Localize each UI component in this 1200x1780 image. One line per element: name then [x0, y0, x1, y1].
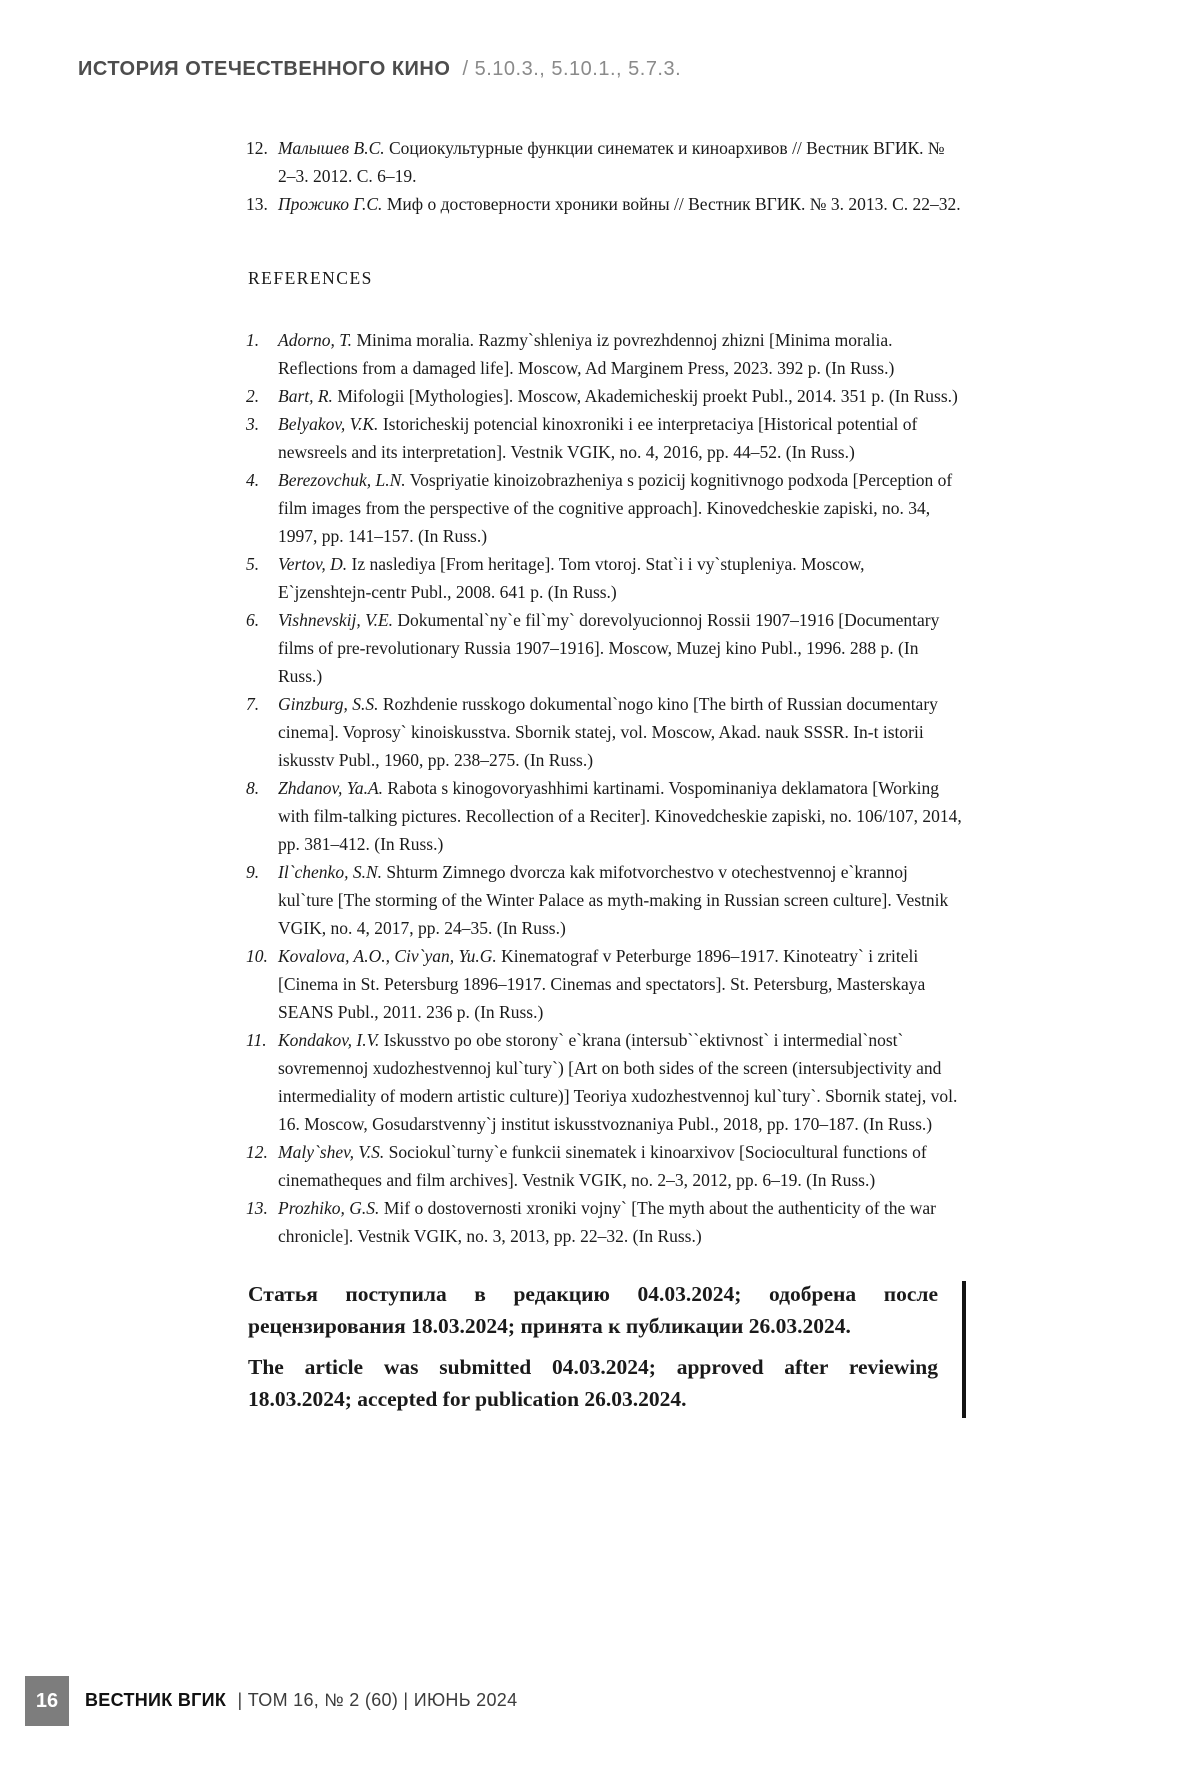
- reference-number: 9.: [246, 862, 260, 882]
- reference-item-5: [248, 550, 962, 606]
- reference-number: 6.: [246, 610, 260, 630]
- reference-number: 7.: [246, 694, 260, 714]
- journal-name: ВЕСТНИК ВГИК: [85, 1690, 227, 1710]
- reference-text: Миф о достоверности хроники войны // Вестник ВГИК. № 3. 2013. С. 22–32.: [382, 194, 961, 214]
- reference-author: Belyakov, V.K.: [278, 414, 379, 434]
- submission-dates-russian: Статья поступила в редакцию 04.03.2024; одобрена после рецензирования 18.03.2024; принята к публикации 26.03.2024.: [248, 1282, 938, 1338]
- page-footer: [0, 1676, 1200, 1730]
- reference-text: Mif o dostovernosti xroniki vojny` [The myth about the authenticity of the war chronicle]. Vestnik VGIK, no. 3, 2013, pp. 22–32. (In Russ.): [278, 1198, 936, 1246]
- reference-author: Maly`shev, V.S.: [278, 1142, 385, 1162]
- reference-text: Minima moralia. Razmy`shleniya iz povrezhdennoj zhizni [Minima moralia. Reflections from a damaged life]. Moscow, Ad Marginem Press, 2023. 392 p. (In Russ.): [278, 330, 895, 378]
- reference-text: Rozhdenie russkogo dokumental`nogo kino [The birth of Russian documentary cinema]. Voprosy` kinoiskusstva. Sbornik statej, vol. Moscow, Akad. nauk SSSR. In-t istorii iskusstv Publ., 1960, pp. 238–275. (In Russ.): [278, 694, 938, 770]
- reference-number: 13.: [246, 194, 268, 214]
- reference-number: 8.: [246, 778, 260, 798]
- reference-author: Прожико Г.С.: [278, 194, 383, 214]
- reference-author: Малышев В.С.: [278, 138, 385, 158]
- reference-text: Vospriyatie kinoizobrazheniya s pozicij kognitivnogo podxoda [Perception of film images from the perspective of the cognitive approach]. Kinovedcheskie zapiski, no. 34, 1997, pp. 141–157. (In Russ.): [278, 470, 953, 546]
- reference-text: Rabota s kinogovoryashhimi kartinami. Vospominaniya deklamatora [Working with film-talking pictures. Recollection of a Reciter]. Kinovedcheskie zapiski, no. 106/107, 2014, pp. 381–412. (In Russ.): [278, 778, 962, 854]
- reference-author: Kovalova, A.O., Civ`yan, Yu.G.: [278, 946, 497, 966]
- reference-author: Vertov, D.: [278, 554, 348, 574]
- references-list: [248, 326, 962, 1250]
- issue-info: | ТОМ 16, № 2 (60) | ИЮНЬ 2024: [237, 1690, 518, 1710]
- submission-dates-block: [248, 1278, 938, 1424]
- reference-item-12: [248, 1138, 962, 1194]
- references-heading: REFERENCES: [248, 268, 373, 288]
- reference-item-6: [248, 606, 962, 690]
- footer-journal-line: [85, 1690, 517, 1711]
- reference-text: Shturm Zimnego dvorcza kak mifotvorchestvo v otechestvennoj e`krannoj kul`ture [The storming of the Winter Palace as myth-making in Russian screen culture]. Vestnik VGIK, no. 4, 2017, pp. 24–35. (In Russ.): [278, 862, 949, 938]
- vertical-rule: [962, 1281, 966, 1418]
- page-number: 16: [35, 1689, 59, 1712]
- reference-author: Kondakov, I.V.: [278, 1030, 380, 1050]
- reference-author: Adorno, T.: [278, 330, 353, 350]
- reference-item-2: [248, 382, 962, 410]
- reference-text: Kinematograf v Peterburge 1896–1917. Kinoteatry` i zriteli [Cinema in St. Petersburg 1896–1917. Cinemas and spectators]. St. Petersburg, Masterskaya SEANS Publ., 2011. 236 p. (In Russ.): [278, 946, 926, 1022]
- section-title: ИСТОРИЯ ОТЕЧЕСТВЕННОГО КИНО: [78, 58, 451, 80]
- reference-author: Zhdanov, Ya.A.: [278, 778, 384, 798]
- reference-item-9: [248, 858, 962, 942]
- reference-text: Iz naslediya [From heritage]. Tom vtoroj. Stat`i i vy`stupleniya. Moscow, E`jzenshtejn-centr Publ., 2008. 641 p. (In Russ.): [278, 554, 865, 602]
- reference-number: 12.: [246, 138, 268, 158]
- reference-item-1: [248, 326, 962, 382]
- reference-author: Ginzburg, S.S.: [278, 694, 379, 714]
- running-head: [78, 58, 681, 81]
- reference-text: Sociokul`turny`e funkcii sinematek i kinoarxivov [Sociocultural functions of cinematheques and film archives]. Vestnik VGIK, no. 2–3, 2012, pp. 6–19. (In Russ.): [278, 1142, 927, 1190]
- reference-number: 2.: [246, 386, 260, 406]
- reference-item-8: [248, 774, 962, 858]
- page-number-badge: [25, 1676, 69, 1726]
- reference-text: Dokumental`ny`e fil`my` dorevolyucionnoj Rossii 1907–1916 [Documentary films of pre-revolutionary Russia 1907–1916]. Moscow, Muzej kino Publ., 1996. 288 p. (In Russ.): [278, 610, 940, 686]
- reference-number: 5.: [246, 554, 260, 574]
- reference-item-ru-12: [248, 134, 962, 190]
- reference-author: Il`chenko, S.N.: [278, 862, 382, 882]
- reference-item-4: [248, 466, 962, 550]
- reference-item-3: [248, 410, 962, 466]
- reference-number: 3.: [246, 414, 260, 434]
- section-codes: / 5.10.3., 5.10.1., 5.7.3.: [462, 58, 682, 80]
- reference-number: 1.: [246, 330, 260, 350]
- reference-text: Iskusstvo po obe storony` e`krana (intersub``ektivnost` i intermedial`nost` sovremennoj xudozhestvennoj kul`tury`) [Art on both sides of the screen (intersubjectivity and intermediality of modern artistic culture)] Teoriya xudozhestvennoj kul`tury`. Sbornik statej, vol. 16. Moscow, Gosudarstvenny`j institut iskusstvoznaniya Publ., 2018, pp. 170–187. (In Russ.): [278, 1030, 958, 1134]
- reference-author: Vishnevskij, V.E.: [278, 610, 394, 630]
- reference-number: 12.: [246, 1142, 268, 1162]
- reference-author: Prozhiko, G.S.: [278, 1198, 380, 1218]
- reference-author: Bart, R.: [278, 386, 333, 406]
- reference-number: 13.: [246, 1198, 268, 1218]
- reference-item-7: [248, 690, 962, 774]
- reference-item-13: [248, 1194, 962, 1250]
- submission-dates-english: The article was submitted 04.03.2024; approved after reviewing 18.03.2024; accepted for publication 26.03.2024.: [248, 1355, 938, 1411]
- reference-number: 10.: [246, 946, 268, 966]
- reference-text: Istoricheskij potencial kinoxroniki i ee interpretaciya [Historical potential of newsreels and its interpretation]. Vestnik VGIK, no. 4, 2016, pp. 44–52. (In Russ.): [278, 414, 918, 462]
- reference-number: 11.: [246, 1030, 267, 1050]
- reference-author: Berezovchuk, L.N.: [278, 470, 406, 490]
- reference-item-10: [248, 942, 962, 1026]
- reference-text: Социокультурные функции синематек и киноархивов // Вестник ВГИК. № 2–3. 2012. С. 6–19.: [278, 138, 945, 186]
- page-content: [248, 134, 962, 1250]
- reference-item-11: [248, 1026, 962, 1138]
- reference-text: Mifologii [Mythologies]. Moscow, Akademicheskij proekt Publ., 2014. 351 p. (In Russ.): [332, 386, 958, 406]
- reference-number: 4.: [246, 470, 260, 490]
- reference-item-ru-13: [248, 190, 962, 218]
- russian-reference-list: [248, 134, 962, 218]
